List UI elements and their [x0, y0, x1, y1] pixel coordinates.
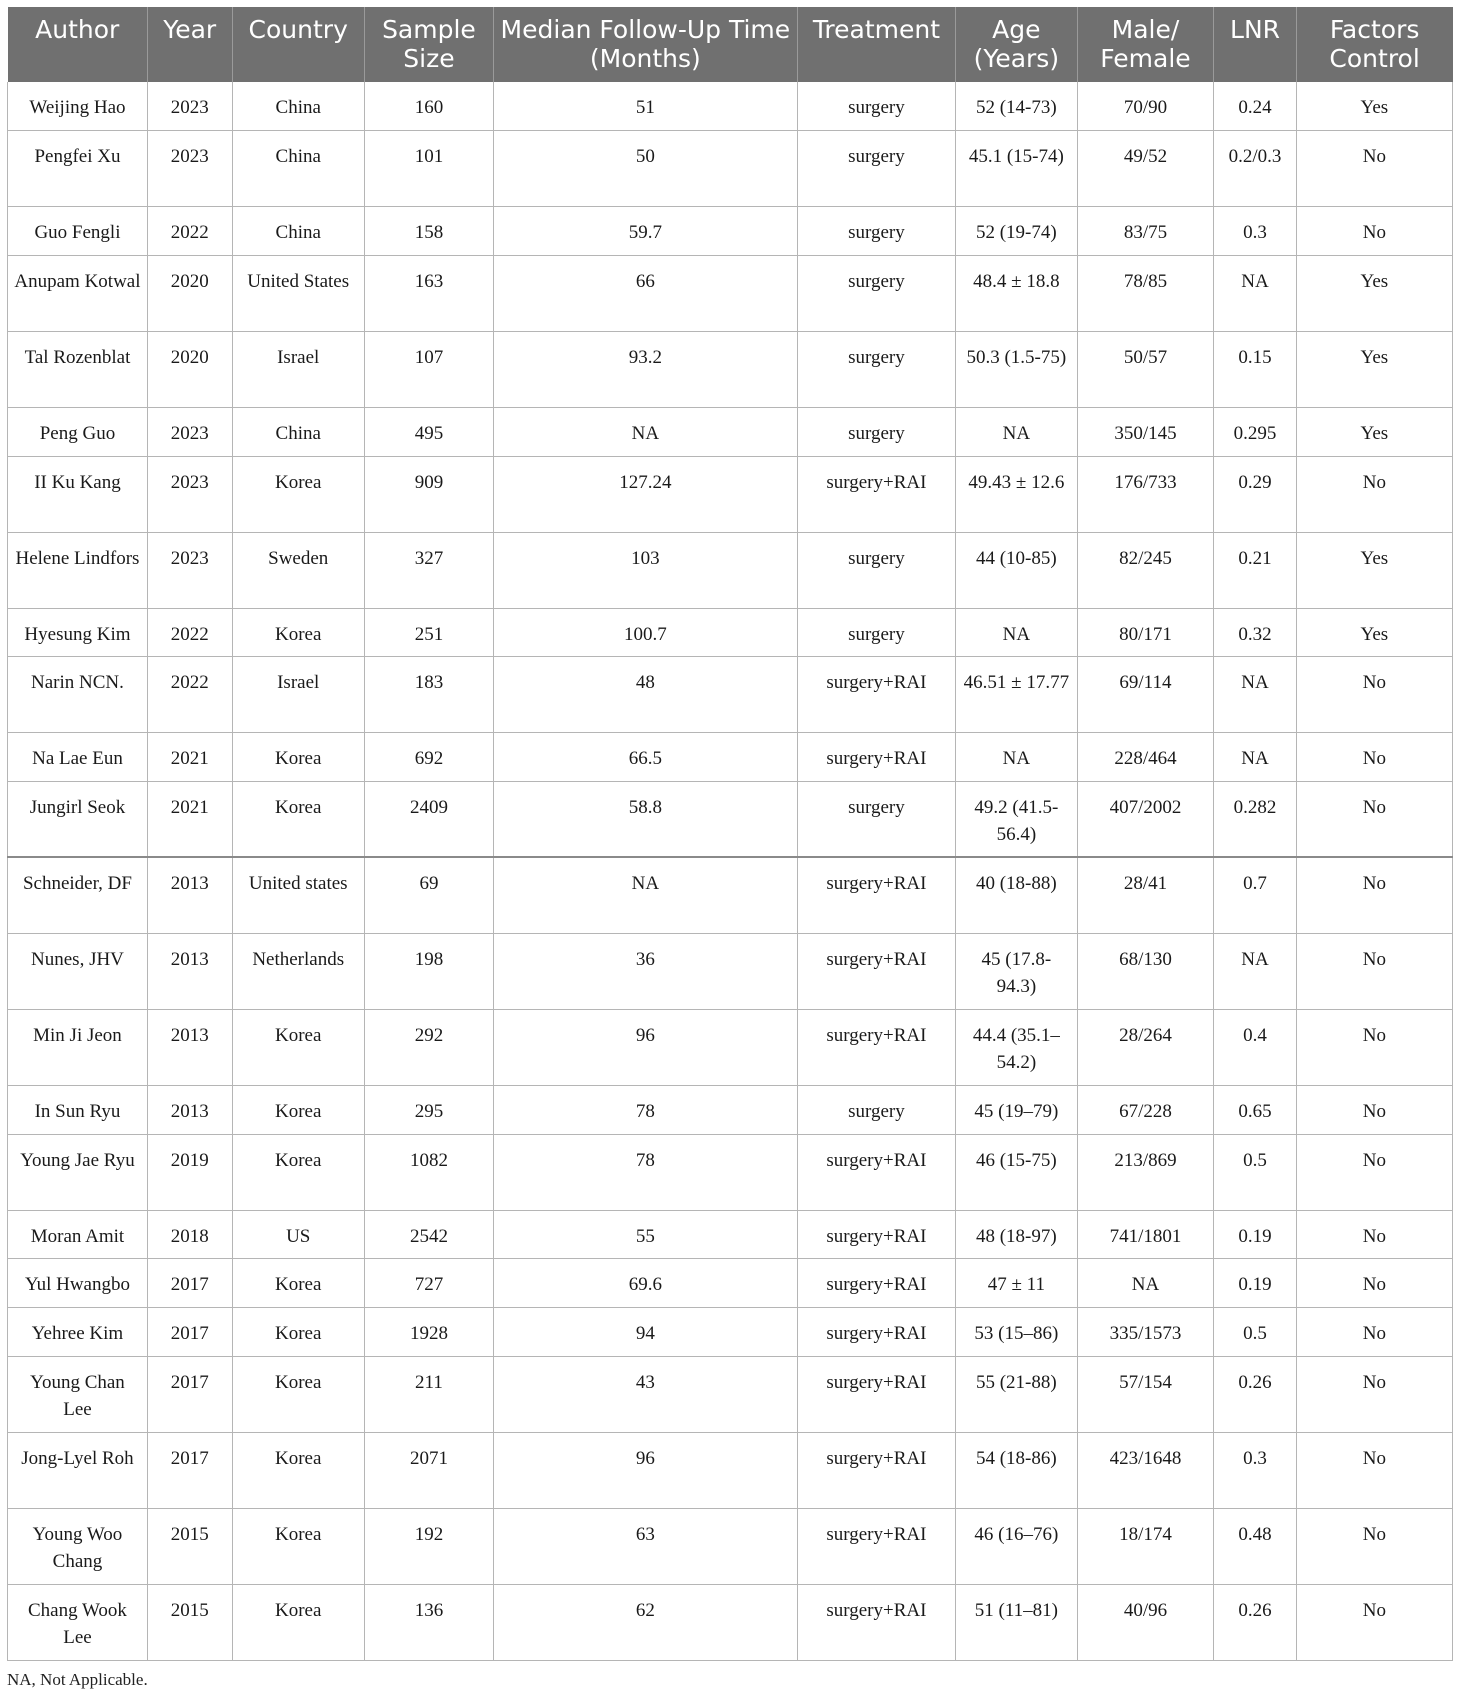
- cell-follow-up: 43: [493, 1356, 797, 1432]
- cell-country: Korea: [232, 781, 364, 857]
- cell-country: Korea: [232, 1259, 364, 1308]
- cell-treatment: surgery: [797, 82, 955, 131]
- cell-follow-up: 51: [493, 82, 797, 131]
- table-row: [8, 1259, 1453, 1308]
- cell-sex: 70/90: [1077, 82, 1214, 131]
- cell-sample-size: 69: [364, 857, 493, 933]
- table-header: [8, 7, 1453, 82]
- cell-year: 2023: [147, 532, 232, 608]
- cell-follow-up: NA: [493, 407, 797, 456]
- cell-lnr: 0.26: [1214, 1584, 1296, 1660]
- cell-treatment: surgery: [797, 1085, 955, 1134]
- cell-treatment: surgery+RAI: [797, 1308, 955, 1357]
- cell-lnr: 0.19: [1214, 1210, 1296, 1259]
- header-row: [8, 7, 1453, 82]
- cell-treatment: surgery: [797, 207, 955, 256]
- cell-lnr: NA: [1214, 657, 1296, 733]
- cell-sample-size: 909: [364, 456, 493, 532]
- header-age: Age (Years): [956, 7, 1078, 82]
- cell-year: 2015: [147, 1584, 232, 1660]
- cell-age: 45 (19–79): [956, 1085, 1078, 1134]
- cell-lnr: 0.7: [1214, 857, 1296, 933]
- table-body: [8, 82, 1453, 1660]
- cell-country: Korea: [232, 1432, 364, 1508]
- cell-treatment: surgery+RAI: [797, 1009, 955, 1085]
- cell-age: 47 ± 11: [956, 1259, 1078, 1308]
- cell-follow-up: 66: [493, 255, 797, 331]
- cell-factors-control: No: [1296, 857, 1452, 933]
- cell-lnr: 0.2/0.3: [1214, 131, 1296, 207]
- cell-sample-size: 136: [364, 1584, 493, 1660]
- cell-sample-size: 495: [364, 407, 493, 456]
- cell-follow-up: NA: [493, 857, 797, 933]
- cell-sex: NA: [1077, 1259, 1214, 1308]
- table-row: [8, 82, 1453, 131]
- cell-treatment: surgery: [797, 532, 955, 608]
- cell-lnr: 0.29: [1214, 456, 1296, 532]
- cell-sex: 82/245: [1077, 532, 1214, 608]
- cell-lnr: 0.15: [1214, 331, 1296, 407]
- table-row: [8, 1432, 1453, 1508]
- cell-follow-up: 58.8: [493, 781, 797, 857]
- cell-lnr: 0.24: [1214, 82, 1296, 131]
- cell-treatment: surgery+RAI: [797, 657, 955, 733]
- cell-sex: 176/733: [1077, 456, 1214, 532]
- cell-treatment: surgery: [797, 131, 955, 207]
- cell-year: 2013: [147, 1009, 232, 1085]
- cell-year: 2017: [147, 1308, 232, 1357]
- cell-sex: 423/1648: [1077, 1432, 1214, 1508]
- cell-treatment: surgery: [797, 608, 955, 657]
- cell-country: China: [232, 82, 364, 131]
- cell-sex: 57/154: [1077, 1356, 1214, 1432]
- cell-country: China: [232, 407, 364, 456]
- cell-lnr: 0.21: [1214, 532, 1296, 608]
- cell-sample-size: 198: [364, 933, 493, 1009]
- cell-year: 2023: [147, 82, 232, 131]
- cell-age: 53 (15–86): [956, 1308, 1078, 1357]
- cell-country: United States: [232, 255, 364, 331]
- cell-factors-control: No: [1296, 1259, 1452, 1308]
- cell-lnr: 0.32: [1214, 608, 1296, 657]
- cell-year: 2017: [147, 1356, 232, 1432]
- table-row: [8, 857, 1453, 933]
- header-sample-size: Sample Size: [364, 7, 493, 82]
- cell-author: Hyesung Kim: [8, 608, 148, 657]
- cell-sample-size: 101: [364, 131, 493, 207]
- cell-sample-size: 192: [364, 1508, 493, 1584]
- cell-age: 48.4 ± 18.8: [956, 255, 1078, 331]
- cell-year: 2022: [147, 608, 232, 657]
- cell-sex: 78/85: [1077, 255, 1214, 331]
- cell-sample-size: 292: [364, 1009, 493, 1085]
- cell-sex: 67/228: [1077, 1085, 1214, 1134]
- cell-factors-control: Yes: [1296, 608, 1452, 657]
- cell-sample-size: 2071: [364, 1432, 493, 1508]
- cell-follow-up: 78: [493, 1085, 797, 1134]
- cell-country: Korea: [232, 1085, 364, 1134]
- cell-author: Young Chan Lee: [8, 1356, 148, 1432]
- cell-sample-size: 251: [364, 608, 493, 657]
- header-country: Country: [232, 7, 364, 82]
- cell-factors-control: Yes: [1296, 331, 1452, 407]
- cell-factors-control: No: [1296, 1009, 1452, 1085]
- cell-age: NA: [956, 733, 1078, 782]
- cell-country: Sweden: [232, 532, 364, 608]
- cell-sex: 335/1573: [1077, 1308, 1214, 1357]
- cell-author: Helene Lindfors: [8, 532, 148, 608]
- cell-factors-control: No: [1296, 657, 1452, 733]
- cell-lnr: 0.4: [1214, 1009, 1296, 1085]
- cell-factors-control: No: [1296, 456, 1452, 532]
- cell-author: Weijing Hao: [8, 82, 148, 131]
- table-row: [8, 532, 1453, 608]
- cell-country: Israel: [232, 657, 364, 733]
- cell-lnr: 0.5: [1214, 1134, 1296, 1210]
- cell-age: NA: [956, 407, 1078, 456]
- cell-lnr: 0.295: [1214, 407, 1296, 456]
- cell-sex: 350/145: [1077, 407, 1214, 456]
- cell-sex: 69/114: [1077, 657, 1214, 733]
- cell-year: 2013: [147, 933, 232, 1009]
- table-row: [8, 1085, 1453, 1134]
- cell-year: 2023: [147, 407, 232, 456]
- cell-sex: 741/1801: [1077, 1210, 1214, 1259]
- cell-treatment: surgery+RAI: [797, 1432, 955, 1508]
- cell-factors-control: No: [1296, 1356, 1452, 1432]
- cell-age: 44 (10-85): [956, 532, 1078, 608]
- cell-follow-up: 100.7: [493, 608, 797, 657]
- cell-year: 2013: [147, 1085, 232, 1134]
- cell-treatment: surgery: [797, 407, 955, 456]
- cell-lnr: NA: [1214, 933, 1296, 1009]
- cell-year: 2013: [147, 857, 232, 933]
- cell-year: 2017: [147, 1432, 232, 1508]
- cell-sex: 50/57: [1077, 331, 1214, 407]
- table-row: [8, 1210, 1453, 1259]
- cell-sample-size: 183: [364, 657, 493, 733]
- cell-follow-up: 69.6: [493, 1259, 797, 1308]
- cell-sample-size: 107: [364, 331, 493, 407]
- table-row: [8, 131, 1453, 207]
- cell-factors-control: No: [1296, 733, 1452, 782]
- cell-author: II Ku Kang: [8, 456, 148, 532]
- cell-age: 52 (14-73): [956, 82, 1078, 131]
- cell-lnr: 0.26: [1214, 1356, 1296, 1432]
- cell-country: China: [232, 207, 364, 256]
- cell-factors-control: No: [1296, 781, 1452, 857]
- cell-factors-control: No: [1296, 207, 1452, 256]
- cell-country: Korea: [232, 733, 364, 782]
- cell-sex: 407/2002: [1077, 781, 1214, 857]
- cell-sample-size: 295: [364, 1085, 493, 1134]
- cell-sex: 213/869: [1077, 1134, 1214, 1210]
- cell-country: Korea: [232, 1308, 364, 1357]
- cell-sex: 49/52: [1077, 131, 1214, 207]
- table-row: [8, 608, 1453, 657]
- cell-factors-control: No: [1296, 1584, 1452, 1660]
- cell-sex: 228/464: [1077, 733, 1214, 782]
- cell-treatment: surgery+RAI: [797, 857, 955, 933]
- cell-follow-up: 66.5: [493, 733, 797, 782]
- cell-treatment: surgery+RAI: [797, 1259, 955, 1308]
- cell-treatment: surgery: [797, 255, 955, 331]
- cell-sample-size: 2542: [364, 1210, 493, 1259]
- cell-factors-control: Yes: [1296, 255, 1452, 331]
- cell-treatment: surgery: [797, 781, 955, 857]
- cell-age: 51 (11–81): [956, 1584, 1078, 1660]
- cell-author: In Sun Ryu: [8, 1085, 148, 1134]
- study-characteristics-table: [7, 7, 1453, 1661]
- cell-factors-control: Yes: [1296, 82, 1452, 131]
- cell-factors-control: No: [1296, 933, 1452, 1009]
- cell-lnr: 0.48: [1214, 1508, 1296, 1584]
- cell-lnr: 0.19: [1214, 1259, 1296, 1308]
- cell-factors-control: No: [1296, 131, 1452, 207]
- cell-follow-up: 94: [493, 1308, 797, 1357]
- table-row: [8, 407, 1453, 456]
- cell-year: 2023: [147, 456, 232, 532]
- cell-sample-size: 163: [364, 255, 493, 331]
- cell-follow-up: 55: [493, 1210, 797, 1259]
- header-treatment: Treatment: [797, 7, 955, 82]
- table-row: [8, 1134, 1453, 1210]
- cell-treatment: surgery+RAI: [797, 456, 955, 532]
- cell-country: Korea: [232, 1134, 364, 1210]
- cell-age: NA: [956, 608, 1078, 657]
- cell-author: Pengfei Xu: [8, 131, 148, 207]
- cell-treatment: surgery+RAI: [797, 1210, 955, 1259]
- cell-country: Korea: [232, 1508, 364, 1584]
- cell-sex: 18/174: [1077, 1508, 1214, 1584]
- header-author: Author: [8, 7, 148, 82]
- cell-sex: 80/171: [1077, 608, 1214, 657]
- cell-year: 2022: [147, 657, 232, 733]
- header-lnr: LNR: [1214, 7, 1296, 82]
- cell-sex: 28/264: [1077, 1009, 1214, 1085]
- cell-country: Korea: [232, 608, 364, 657]
- cell-country: Korea: [232, 1009, 364, 1085]
- cell-treatment: surgery+RAI: [797, 733, 955, 782]
- cell-follow-up: 93.2: [493, 331, 797, 407]
- cell-lnr: 0.5: [1214, 1308, 1296, 1357]
- cell-follow-up: 63: [493, 1508, 797, 1584]
- cell-country: Korea: [232, 1584, 364, 1660]
- cell-treatment: surgery+RAI: [797, 1134, 955, 1210]
- cell-country: United states: [232, 857, 364, 933]
- cell-author: Young Woo Chang: [8, 1508, 148, 1584]
- cell-age: 49.43 ± 12.6: [956, 456, 1078, 532]
- cell-author: Na Lae Eun: [8, 733, 148, 782]
- cell-sex: 40/96: [1077, 1584, 1214, 1660]
- cell-author: Nunes, JHV: [8, 933, 148, 1009]
- cell-age: 45.1 (15-74): [956, 131, 1078, 207]
- table-row: [8, 657, 1453, 733]
- cell-sample-size: 692: [364, 733, 493, 782]
- cell-age: 46 (16–76): [956, 1508, 1078, 1584]
- cell-treatment: surgery: [797, 331, 955, 407]
- cell-lnr: 0.3: [1214, 1432, 1296, 1508]
- cell-author: Yehree Kim: [8, 1308, 148, 1357]
- cell-age: 49.2 (41.5-56.4): [956, 781, 1078, 857]
- cell-year: 2023: [147, 131, 232, 207]
- cell-country: Korea: [232, 456, 364, 532]
- cell-year: 2019: [147, 1134, 232, 1210]
- cell-age: 50.3 (1.5-75): [956, 331, 1078, 407]
- cell-follow-up: 50: [493, 131, 797, 207]
- table-footnote: NA, Not Applicable.: [7, 1670, 148, 1689]
- cell-author: Schneider, DF: [8, 857, 148, 933]
- cell-author: Min Ji Jeon: [8, 1009, 148, 1085]
- cell-year: 2015: [147, 1508, 232, 1584]
- table-row: [8, 255, 1453, 331]
- table-row: [8, 1308, 1453, 1357]
- table-row: [8, 456, 1453, 532]
- cell-author: Chang Wook Lee: [8, 1584, 148, 1660]
- cell-sex: 83/75: [1077, 207, 1214, 256]
- cell-year: 2021: [147, 781, 232, 857]
- cell-age: 48 (18-97): [956, 1210, 1078, 1259]
- cell-year: 2020: [147, 331, 232, 407]
- cell-author: Anupam Kotwal: [8, 255, 148, 331]
- cell-country: Korea: [232, 1356, 364, 1432]
- cell-age: 46 (15-75): [956, 1134, 1078, 1210]
- cell-country: US: [232, 1210, 364, 1259]
- cell-author: Young Jae Ryu: [8, 1134, 148, 1210]
- cell-factors-control: No: [1296, 1210, 1452, 1259]
- header-year: Year: [147, 7, 232, 82]
- cell-year: 2017: [147, 1259, 232, 1308]
- cell-author: Jungirl Seok: [8, 781, 148, 857]
- cell-author: Peng Guo: [8, 407, 148, 456]
- cell-year: 2020: [147, 255, 232, 331]
- table-row: [8, 1356, 1453, 1432]
- cell-sex: 28/41: [1077, 857, 1214, 933]
- cell-factors-control: No: [1296, 1432, 1452, 1508]
- cell-age: 46.51 ± 17.77: [956, 657, 1078, 733]
- cell-factors-control: No: [1296, 1134, 1452, 1210]
- cell-sample-size: 727: [364, 1259, 493, 1308]
- cell-sample-size: 211: [364, 1356, 493, 1432]
- cell-lnr: 0.65: [1214, 1085, 1296, 1134]
- cell-follow-up: 62: [493, 1584, 797, 1660]
- cell-follow-up: 96: [493, 1009, 797, 1085]
- cell-factors-control: No: [1296, 1508, 1452, 1584]
- cell-lnr: NA: [1214, 255, 1296, 331]
- cell-sample-size: 1928: [364, 1308, 493, 1357]
- cell-follow-up: 96: [493, 1432, 797, 1508]
- table-row: [8, 733, 1453, 782]
- table-row: [8, 1009, 1453, 1085]
- cell-sample-size: 327: [364, 532, 493, 608]
- table-row: [8, 1508, 1453, 1584]
- cell-age: 52 (19-74): [956, 207, 1078, 256]
- cell-follow-up: 127.24: [493, 456, 797, 532]
- cell-country: China: [232, 131, 364, 207]
- cell-sex: 68/130: [1077, 933, 1214, 1009]
- cell-sample-size: 1082: [364, 1134, 493, 1210]
- header-follow-up: Median Follow-Up Time (Months): [493, 7, 797, 82]
- cell-author: Moran Amit: [8, 1210, 148, 1259]
- table-row: [8, 781, 1453, 857]
- table-row: [8, 933, 1453, 1009]
- cell-author: Tal Rozenblat: [8, 331, 148, 407]
- cell-author: Guo Fengli: [8, 207, 148, 256]
- cell-year: 2018: [147, 1210, 232, 1259]
- header-factors-control: Factors Control: [1296, 7, 1452, 82]
- study-characteristics-table-wrapper: [7, 7, 1453, 1661]
- table-row: [8, 207, 1453, 256]
- cell-lnr: 0.3: [1214, 207, 1296, 256]
- cell-sample-size: 160: [364, 82, 493, 131]
- cell-country: Israel: [232, 331, 364, 407]
- cell-factors-control: Yes: [1296, 407, 1452, 456]
- cell-age: 44.4 (35.1–54.2): [956, 1009, 1078, 1085]
- cell-author: Yul Hwangbo: [8, 1259, 148, 1308]
- cell-treatment: surgery+RAI: [797, 1584, 955, 1660]
- cell-follow-up: 103: [493, 532, 797, 608]
- cell-treatment: surgery+RAI: [797, 933, 955, 1009]
- cell-age: 55 (21-88): [956, 1356, 1078, 1432]
- cell-age: 54 (18-86): [956, 1432, 1078, 1508]
- cell-factors-control: No: [1296, 1308, 1452, 1357]
- header-sex: Male/ Female: [1077, 7, 1214, 82]
- cell-sample-size: 2409: [364, 781, 493, 857]
- cell-follow-up: 48: [493, 657, 797, 733]
- cell-follow-up: 78: [493, 1134, 797, 1210]
- cell-lnr: 0.282: [1214, 781, 1296, 857]
- cell-lnr: NA: [1214, 733, 1296, 782]
- cell-follow-up: 59.7: [493, 207, 797, 256]
- cell-author: Jong-Lyel Roh: [8, 1432, 148, 1508]
- cell-country: Netherlands: [232, 933, 364, 1009]
- cell-year: 2021: [147, 733, 232, 782]
- cell-treatment: surgery+RAI: [797, 1356, 955, 1432]
- cell-author: Narin NCN.: [8, 657, 148, 733]
- table-row: [8, 1584, 1453, 1660]
- cell-treatment: surgery+RAI: [797, 1508, 955, 1584]
- cell-factors-control: No: [1296, 1085, 1452, 1134]
- cell-age: 40 (18-88): [956, 857, 1078, 933]
- cell-age: 45 (17.8-94.3): [956, 933, 1078, 1009]
- cell-sample-size: 158: [364, 207, 493, 256]
- table-row: [8, 331, 1453, 407]
- cell-follow-up: 36: [493, 933, 797, 1009]
- cell-year: 2022: [147, 207, 232, 256]
- cell-factors-control: Yes: [1296, 532, 1452, 608]
